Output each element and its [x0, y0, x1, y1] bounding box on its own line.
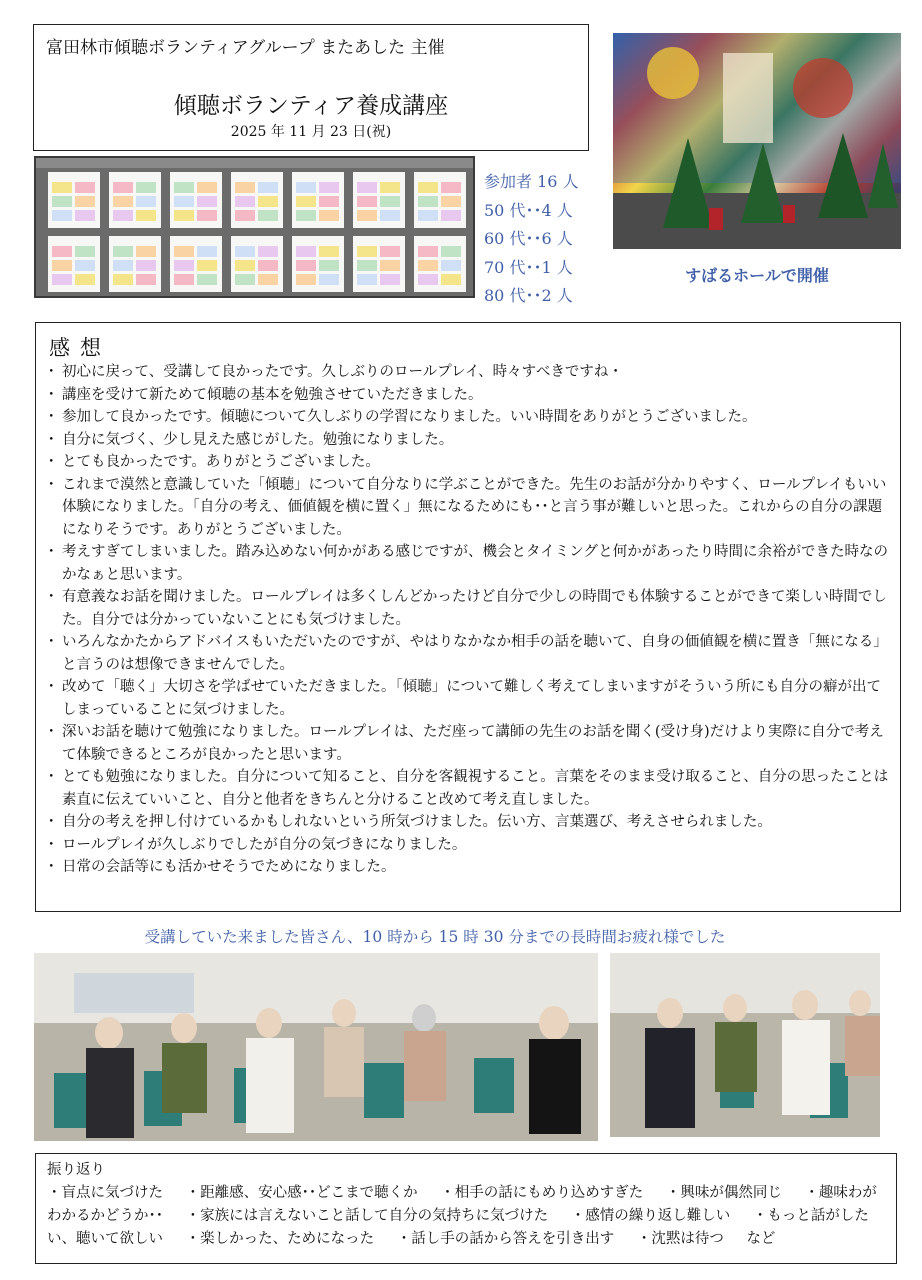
sticky-note — [75, 210, 95, 221]
sticky-note — [258, 182, 278, 193]
sticky-note — [357, 260, 377, 271]
sticky-note — [418, 210, 438, 221]
sticky-note — [136, 210, 156, 221]
sticky-note — [441, 246, 461, 257]
participant-group: 50 代･･4 人 — [484, 200, 573, 220]
review-item: ・相手の話にもめり込めすぎた — [440, 1185, 644, 1201]
sticky-note — [296, 260, 316, 271]
thanks-caption: 受講していた来ました皆さん、10 時から 15 時 30 分までの長時間お疲れ様でした — [144, 928, 726, 946]
sticky-note — [319, 274, 339, 285]
sticky-note — [296, 196, 316, 207]
review-item: ・もっと話がしたい、聴いて欲しい — [47, 1208, 869, 1247]
sticky-note — [52, 260, 72, 271]
sticky-note — [197, 210, 217, 221]
review-heading: 振り返り — [47, 1162, 105, 1178]
review-item: ・盲点に気づけた — [47, 1185, 163, 1201]
sticky-note — [441, 210, 461, 221]
sticky-note — [296, 210, 316, 221]
sticky-note — [441, 260, 461, 271]
session-right-drawing — [610, 953, 880, 1137]
comment-list — [48, 361, 892, 879]
sticky-note — [113, 210, 133, 221]
sticky-note — [357, 274, 377, 285]
sticky-note — [174, 260, 194, 271]
comment-item: ・ 自分の考えを押し付けているかもしれないという所気づけました。伝い方、言葉選び、考えさせられました。 — [48, 811, 892, 834]
sticky-note — [441, 274, 461, 285]
mural-drawing — [613, 33, 901, 249]
review-item: ・趣味わがわかるかどうか･･ — [47, 1185, 877, 1224]
sticky-note — [296, 182, 316, 193]
review-item: ・楽しかった、ためになった — [185, 1231, 375, 1247]
sticky-note — [235, 196, 255, 207]
participant-group: 80 代･･2 人 — [484, 286, 573, 305]
sticky-note — [296, 246, 316, 257]
sticky-note — [174, 246, 194, 257]
sticky-note-board-photo — [34, 156, 475, 298]
sticky-note — [380, 246, 400, 257]
sticky-note — [380, 210, 400, 221]
comment-item: ・ 考えすぎてしまいました。踏み込めない何かがある感じですが、機会とタイミングと何かがあったり時間に余裕ができた時なのかなぁと思います。 — [48, 541, 892, 586]
impressions-heading: 感想 — [49, 336, 111, 360]
review-item: ・沈黙は待つ — [636, 1231, 724, 1247]
comment-item: ・ 参加して良かったです。傾聴について久しぶりの学習になりました。いい時間をありがとうございました。 — [48, 406, 892, 429]
sticky-note — [75, 260, 95, 271]
review-item: ・話し手の話から答えを引き出す — [396, 1231, 615, 1247]
session-photo-right — [610, 953, 880, 1137]
sticky-note — [296, 274, 316, 285]
sticky-note — [418, 196, 438, 207]
sticky-note — [113, 182, 133, 193]
review-box — [35, 1153, 897, 1264]
sticky-note — [174, 182, 194, 193]
sticky-note — [319, 210, 339, 221]
hall-caption: すばるホールで開催 — [685, 266, 829, 285]
sticky-note — [197, 246, 217, 257]
comment-item: ・ いろんなかたからアドバイスもいただいたのですが、やはりなかなか相手の話を聴いて、自身の価値観を横に置き「無になる」と言うのは想像できませんでした。 — [48, 631, 892, 676]
session-left-drawing — [34, 953, 598, 1141]
sticky-note — [418, 274, 438, 285]
sticky-note — [174, 210, 194, 221]
sticky-note — [258, 274, 278, 285]
sticky-note — [357, 246, 377, 257]
comment-item: ・ 講座を受けて新ためて傾聴の基本を勉強させていただきました。 — [48, 384, 892, 407]
review-item: ・興味が偶然同じ — [665, 1185, 782, 1201]
review-item: など — [746, 1231, 776, 1247]
review-item: ・距離感、安心感･･どこまで聴くか — [185, 1185, 418, 1201]
hall-mural-photo — [613, 33, 901, 249]
review-list — [47, 1182, 886, 1251]
sticky-note — [113, 260, 133, 271]
sticky-note — [136, 196, 156, 207]
comment-item: ・ とても良かったです。ありがとうございました。 — [48, 451, 892, 474]
sticky-note — [441, 196, 461, 207]
comment-item: ・ とても勉強になりました。自分について知ること、自分を客観視すること。言葉をそのまま受け取ること、自分の思ったことは素直に伝えていいこと、自分と他者をきちんと分けること改めて考え直しました。 — [48, 766, 892, 811]
participant-group: 60 代･･6 人 — [484, 229, 573, 248]
sticky-note — [52, 246, 72, 257]
comment-item: ・ 自分に気づく、少し見えた感じがした。勉強になりました。 — [48, 429, 892, 452]
sticky-note — [380, 274, 400, 285]
session-photo-left — [34, 953, 598, 1141]
sticky-note — [258, 246, 278, 257]
comment-item: ・ 有意義なお話を聞けました。ロールプレイは多くしんどかったけど自分で少しの時間でも体験することができて楽しい時間でした。自分では分かっていないことにも気づけました。 — [48, 586, 892, 631]
review-item: ・家族には言えないこと話して自分の気持ちに気づけた — [185, 1208, 549, 1224]
sticky-note — [52, 182, 72, 193]
sticky-note — [258, 196, 278, 207]
comment-item: ・ ロールプレイが久しぶりでしたが自分の気づきになりました。 — [48, 834, 892, 857]
header-box — [33, 24, 589, 151]
sticky-note — [235, 246, 255, 257]
participant-total: 参加者 16 人 — [484, 172, 579, 191]
sticky-note — [235, 210, 255, 221]
sticky-note — [418, 260, 438, 271]
sticky-note — [380, 260, 400, 271]
sticky-note — [75, 246, 95, 257]
sticky-note — [113, 196, 133, 207]
sticky-note — [197, 260, 217, 271]
sticky-note — [235, 182, 255, 193]
impressions-box — [35, 322, 901, 912]
sticky-note — [113, 274, 133, 285]
event-date: 2025 年 11 月 23 日(祝) — [230, 124, 392, 140]
sticky-note — [75, 196, 95, 207]
comment-item: ・ 初心に戻って、受講して良かったです。久しぶりのロールプレイ、時々すべきですね・ — [48, 361, 892, 384]
sticky-note — [319, 196, 339, 207]
sticky-note — [75, 274, 95, 285]
sticky-note — [113, 246, 133, 257]
participant-stats — [484, 168, 579, 311]
board-drawing — [36, 158, 475, 298]
sticky-note — [319, 182, 339, 193]
sticky-note — [197, 196, 217, 207]
comment-item: ・ 深いお話を聴けて勉強になりました。ロールプレイは、ただ座って講師の先生のお話を聞く(受け身)だけより実際に自分で考えて体験できるところが良かったと思います。 — [48, 721, 892, 766]
sticky-note — [418, 182, 438, 193]
sticky-note — [258, 210, 278, 221]
sticky-note — [319, 260, 339, 271]
sticky-note — [136, 182, 156, 193]
comment-item: ・ 改めて「聴く」大切さを学ばせていただきました。「傾聴」について難しく考えてしまいますがそういう所にも自分の癖が出てしまっていることに気づけました。 — [48, 676, 892, 721]
sticky-note — [418, 246, 438, 257]
sticky-note — [136, 274, 156, 285]
sticky-note — [174, 196, 194, 207]
sticky-note — [258, 260, 278, 271]
sticky-note — [441, 182, 461, 193]
sticky-note — [136, 260, 156, 271]
sticky-note — [52, 196, 72, 207]
sticky-note — [75, 182, 95, 193]
sticky-note — [52, 274, 72, 285]
sticky-note — [357, 210, 377, 221]
sticky-note — [380, 182, 400, 193]
comment-item: ・ 日常の会話等にも活かせそうでためになりました。 — [48, 856, 892, 879]
sticky-note — [319, 246, 339, 257]
sticky-note — [197, 274, 217, 285]
participant-group: 70 代･･1 人 — [484, 257, 573, 277]
review-item: ・感情の繰り返し難しい — [570, 1208, 731, 1224]
page-title: 傾聴ボランティア養成講座 — [173, 93, 449, 119]
sticky-note — [52, 210, 72, 221]
sticky-note — [357, 196, 377, 207]
sticky-note — [197, 182, 217, 193]
sticky-note — [174, 274, 194, 285]
sticky-note — [136, 246, 156, 257]
sticky-note — [235, 274, 255, 285]
sticky-note — [357, 182, 377, 193]
organizer-text: 富田林市傾聴ボランティアグループ またあした 主催 — [46, 38, 445, 58]
comment-item: ・ これまで漠然と意識していた「傾聴」について自分なりに学ぶことができた。先生のお話が分かりやすく、ロールプレイもいい体験になりました。「自分の考え、価値観を横に置く」無になるためにも･･と言う事が難しいと思った。これからの自分の課題になりそうです。ありがとうございました。 — [48, 474, 892, 542]
sticky-note — [380, 196, 400, 207]
sticky-note — [235, 260, 255, 271]
